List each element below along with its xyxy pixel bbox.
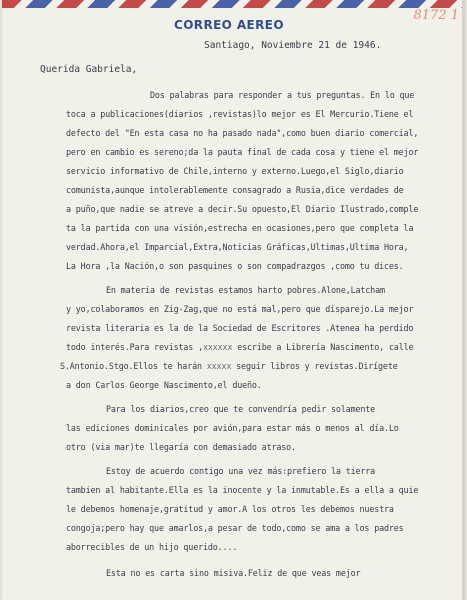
text-line: Para los diarios,creo que te convendría pedir solamente <box>106 404 376 414</box>
text-line: a don Carlos George Nascimento,el dueño. <box>66 380 262 390</box>
text-line: congoja;pero hay que amarlos,a pesar de todo,como se ama a los padres <box>66 523 404 533</box>
text-line: aborrecibles de un hijo querido.... <box>66 542 238 552</box>
text-line: ta la partida con una visión,estrecha en ocasiones,pero que completa la <box>66 223 414 233</box>
text-line: revista literaria es la de la Sociedad de Escritores .Atenea ha perdido <box>66 323 414 333</box>
strikeout-text: xxxxxx <box>202 342 233 352</box>
text-segment: seguir libros y revistas.Dirígete <box>236 361 398 371</box>
dateline: Santiago, Noviembre 21 de 1946. <box>204 40 382 51</box>
text-line: servicio informativo de Chile,interno y externo.Luego,el Siglo,diario <box>66 166 404 176</box>
text-line: Esta no es carta sino misiva.Feliz de que veas mejor <box>106 568 361 578</box>
text-line: verdad.Ahora,el Imparcial,Extra,Noticias Gráficas,Ultimas,Ultima Hora, <box>66 242 409 252</box>
strikeout-text: xxxxx <box>206 361 232 371</box>
letter-sheet <box>2 0 465 600</box>
text-line: le debemos homenaje,gratitud y amor.A los otros les debemos nuestra <box>66 504 394 514</box>
text-line: Estoy de acuerdo contigo una vez más:prefiero la tierra <box>106 466 376 476</box>
text-segment: S.Antonio.Stgo.Ellos te harán <box>60 361 202 371</box>
letterhead: CORREO AEREO <box>174 18 284 32</box>
text-line <box>60 361 398 371</box>
text-line: a puño,que nadie se atreve a decir.Su opuesto,El Diario Ilustrado,comple <box>66 204 419 214</box>
archive-number: 8172 1 <box>413 8 459 23</box>
text-line <box>66 342 413 352</box>
text-line: comunista,aunque intolerablemente consagrado a Rusia,dice verdades de <box>66 185 404 195</box>
text-line: toca a publicaciones(diarios ,revistas)lo mejor es El Mercurio.Tiene el <box>66 109 414 119</box>
text-line: Dos palabras para responder a tus preguntas. En lo que <box>150 90 415 100</box>
text-line: La Hora ,la Nación,o son pasquines o son compadrazgos ,como tu dices. <box>66 261 404 271</box>
text-segment: todo interés.Para revistas , <box>66 342 203 352</box>
text-line: y yo,colaboramos en Zig-Zag,que no está mal,pero que disparejo.La mejor <box>66 304 414 314</box>
text-line: En materia de revistas estamos harto pobres.Alone,Latcham <box>106 285 385 295</box>
text-segment: escribe a Librería Nascimento, calle <box>237 342 414 352</box>
text-line: tambien al habitante.Ella es la inocente y la inmutable.Es a ella a quie <box>66 485 419 495</box>
letter-body <box>2 0 465 600</box>
text-line: otro (via mar)te llegaría con demasiado atraso. <box>66 442 296 452</box>
salutation: Querida Gabriela, <box>40 64 138 75</box>
text-line: las ediciones dominicales por avión,para estar más o menos al día.Lo <box>66 423 399 433</box>
text-line: defecto del "En esta casa no ha pasado nada",como buen diario comercial, <box>66 128 419 138</box>
text-line: pero en cambio es sereno;da la pauta final de cada cosa y tiene el mejor <box>66 147 419 157</box>
